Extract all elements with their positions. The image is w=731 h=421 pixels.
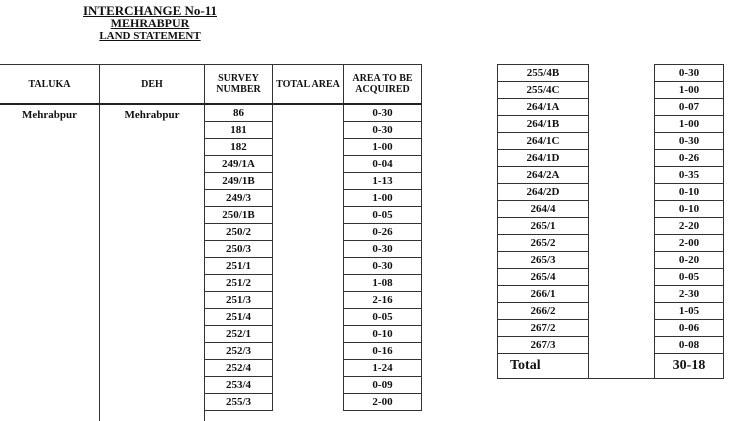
- total-area-cell: [273, 122, 344, 139]
- total-area-cell: [589, 65, 655, 82]
- table-row: [498, 235, 724, 252]
- acquired-area-cell: 1-00: [344, 139, 422, 156]
- survey-number-cell: 265/2: [498, 235, 589, 252]
- table-row: [498, 116, 724, 133]
- table-row: [0, 104, 422, 122]
- total-area-cell: [589, 82, 655, 99]
- acquired-area-cell: 2-20: [655, 218, 724, 235]
- survey-number-cell: 264/4: [498, 201, 589, 218]
- survey-number-cell: 252/3: [205, 343, 273, 360]
- deh-cell: Mehrabpur: [100, 104, 205, 421]
- right-table-body: [498, 65, 724, 379]
- total-area-cell: [589, 269, 655, 286]
- acquired-area-cell: 0-10: [655, 184, 724, 201]
- total-area-cell: [273, 104, 344, 122]
- survey-number-cell: 86: [205, 104, 273, 122]
- total-area-cell: [273, 224, 344, 241]
- survey-number-cell: 264/2A: [498, 167, 589, 184]
- total-area-cell: [273, 241, 344, 258]
- table-row: [498, 99, 724, 116]
- survey-header: SURVEY NUMBER: [205, 65, 273, 105]
- location-title: MEHRABPUR: [0, 17, 300, 30]
- survey-number-cell: 265/4: [498, 269, 589, 286]
- survey-number-cell: 250/3: [205, 241, 273, 258]
- survey-number-cell: 264/1D: [498, 150, 589, 167]
- total-value: 30-18: [655, 354, 724, 379]
- statement-title: LAND STATEMENT: [0, 30, 300, 43]
- acquired-area-cell: 1-08: [344, 275, 422, 292]
- total-area-cell: [589, 133, 655, 150]
- survey-number-cell: 249/1B: [205, 173, 273, 190]
- total-area-cell: [273, 394, 344, 411]
- table-row: [498, 269, 724, 286]
- acquired-area-cell: 1-00: [655, 116, 724, 133]
- acquired-area-cell: 0-04: [344, 156, 422, 173]
- survey-number-cell: 251/2: [205, 275, 273, 292]
- table-row: [498, 184, 724, 201]
- table-row: [498, 320, 724, 337]
- acquired-area-cell: 0-09: [344, 377, 422, 394]
- land-table-left: [0, 64, 422, 421]
- total-label: Total: [498, 354, 589, 379]
- survey-number-cell: 181: [205, 122, 273, 139]
- survey-number-cell: 251/1: [205, 258, 273, 275]
- acquired-area-cell: 0-35: [655, 167, 724, 184]
- acquired-area-cell: 0-10: [655, 201, 724, 218]
- table-row: [498, 65, 724, 82]
- total-row: [498, 354, 724, 379]
- survey-number-cell: 251/4: [205, 309, 273, 326]
- table-row: [498, 133, 724, 150]
- acquired-area-cell: 1-00: [655, 82, 724, 99]
- total-area-cell: [589, 303, 655, 320]
- acquired-header: AREA TO BE ACQUIRED: [344, 65, 422, 105]
- acquired-area-cell: 2-00: [655, 235, 724, 252]
- table-row: [498, 82, 724, 99]
- spacer-cell: [205, 411, 273, 421]
- total-area-cell: [589, 252, 655, 269]
- interchange-title: INTERCHANGE No-11: [0, 4, 300, 17]
- total-area-cell: [589, 354, 655, 379]
- survey-number-cell: 250/1B: [205, 207, 273, 224]
- survey-number-cell: 267/2: [498, 320, 589, 337]
- survey-number-cell: 266/2: [498, 303, 589, 320]
- total-area-cell: [589, 116, 655, 133]
- survey-number-cell: 264/1C: [498, 133, 589, 150]
- document-heading: [0, 4, 300, 43]
- survey-number-cell: 182: [205, 139, 273, 156]
- survey-number-cell: 264/1A: [498, 99, 589, 116]
- acquired-area-cell: 1-00: [344, 190, 422, 207]
- total-area-cell: [589, 337, 655, 354]
- acquired-area-cell: 0-08: [655, 337, 724, 354]
- total-area-cell: [273, 326, 344, 343]
- total-area-cell: [589, 184, 655, 201]
- total-area-cell: [273, 275, 344, 292]
- acquired-area-cell: 0-30: [655, 65, 724, 82]
- acquired-area-cell: 0-05: [655, 269, 724, 286]
- survey-number-cell: 255/3: [205, 394, 273, 411]
- survey-number-cell: 253/4: [205, 377, 273, 394]
- total-area-cell: [589, 286, 655, 303]
- acquired-area-cell: 1-13: [344, 173, 422, 190]
- survey-number-cell: 255/4C: [498, 82, 589, 99]
- survey-number-cell: 252/4: [205, 360, 273, 377]
- acquired-area-cell: 2-16: [344, 292, 422, 309]
- acquired-area-cell: 0-30: [344, 241, 422, 258]
- total-area-cell: [589, 218, 655, 235]
- survey-number-cell: 265/1: [498, 218, 589, 235]
- survey-number-cell: 249/3: [205, 190, 273, 207]
- acquired-area-cell: 0-07: [655, 99, 724, 116]
- acquired-area-cell: 0-30: [344, 122, 422, 139]
- survey-number-cell: 252/1: [205, 326, 273, 343]
- table-row: [498, 150, 724, 167]
- acquired-area-cell: 2-30: [655, 286, 724, 303]
- left-table-body: [0, 104, 422, 421]
- survey-number-cell: 250/2: [205, 224, 273, 241]
- table-header-row: [0, 65, 422, 105]
- acquired-area-cell: 0-30: [344, 104, 422, 122]
- total-area-cell: [273, 292, 344, 309]
- survey-number-cell: 264/2D: [498, 184, 589, 201]
- acquired-area-cell: 1-05: [655, 303, 724, 320]
- survey-number-cell: 251/3: [205, 292, 273, 309]
- acquired-area-cell: 0-05: [344, 309, 422, 326]
- land-table-right: [497, 64, 724, 379]
- total-area-cell: [589, 201, 655, 218]
- total-area-cell: [273, 360, 344, 377]
- total-area-cell: [273, 258, 344, 275]
- total-area-header: TOTAL AREA: [273, 65, 344, 105]
- total-area-cell: [273, 190, 344, 207]
- total-area-cell: [273, 377, 344, 394]
- acquired-area-cell: 0-10: [344, 326, 422, 343]
- survey-number-cell: 266/1: [498, 286, 589, 303]
- acquired-area-cell: 2-00: [344, 394, 422, 411]
- table-row: [498, 303, 724, 320]
- taluka-header: TALUKA: [0, 65, 100, 105]
- table-row: [498, 167, 724, 184]
- acquired-area-cell: 0-20: [655, 252, 724, 269]
- survey-number-cell: 267/3: [498, 337, 589, 354]
- total-area-cell: [273, 309, 344, 326]
- acquired-area-cell: 0-16: [344, 343, 422, 360]
- total-area-cell: [589, 167, 655, 184]
- acquired-area-cell: 0-26: [655, 150, 724, 167]
- total-area-cell: [273, 343, 344, 360]
- acquired-area-cell: 0-06: [655, 320, 724, 337]
- total-area-cell: [589, 150, 655, 167]
- acquired-area-cell: 0-26: [344, 224, 422, 241]
- total-area-cell: [589, 320, 655, 337]
- total-area-cell: [589, 99, 655, 116]
- acquired-area-cell: 0-30: [344, 258, 422, 275]
- taluka-cell: Mehrabpur: [0, 104, 100, 421]
- total-area-cell: [589, 235, 655, 252]
- survey-number-cell: 255/4B: [498, 65, 589, 82]
- table-row: [498, 252, 724, 269]
- survey-number-cell: 264/1B: [498, 116, 589, 133]
- survey-number-cell: 249/1A: [205, 156, 273, 173]
- acquired-area-cell: 0-30: [655, 133, 724, 150]
- deh-header: DEH: [100, 65, 205, 105]
- table-row: [498, 201, 724, 218]
- table-row: [498, 218, 724, 235]
- acquired-area-cell: 1-24: [344, 360, 422, 377]
- total-area-cell: [273, 173, 344, 190]
- total-area-cell: [273, 156, 344, 173]
- spacer-cell: [344, 411, 422, 421]
- acquired-area-cell: 0-05: [344, 207, 422, 224]
- total-area-cell: [273, 139, 344, 156]
- survey-number-cell: 265/3: [498, 252, 589, 269]
- table-row: [498, 286, 724, 303]
- total-area-cell: [273, 207, 344, 224]
- table-row: [498, 337, 724, 354]
- spacer-cell: [273, 411, 344, 421]
